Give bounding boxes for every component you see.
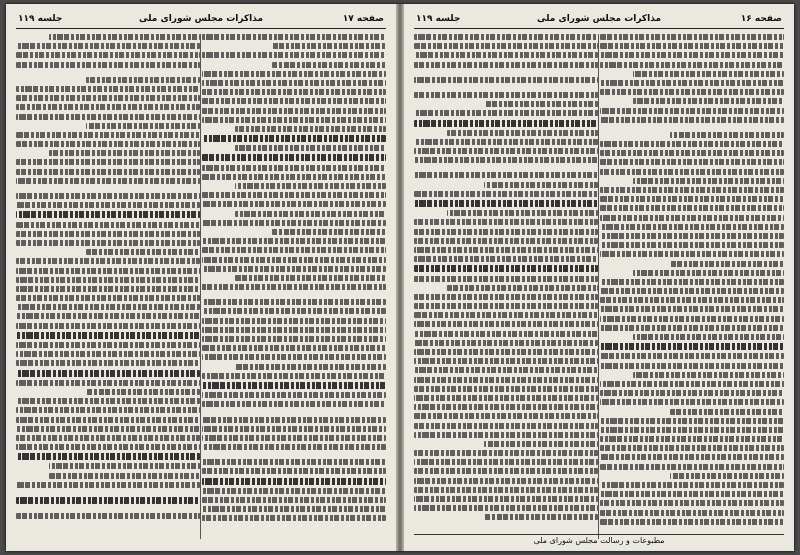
- text-line: [202, 238, 386, 244]
- text-line: [600, 108, 784, 114]
- text-line: [16, 417, 200, 423]
- text-line: [447, 210, 598, 216]
- text-line: [16, 482, 200, 488]
- text-line: [484, 441, 598, 447]
- text-line: [600, 519, 784, 525]
- footer-text: مطبوعات و رسالت مجلس شورای ملی: [533, 536, 665, 545]
- text-line: [202, 327, 386, 333]
- text-line: [600, 34, 784, 40]
- text-line: [600, 52, 784, 58]
- text-line: [16, 323, 200, 329]
- text-line: [16, 52, 200, 58]
- text-line: [414, 265, 598, 272]
- text-line: [600, 325, 784, 331]
- text-line: [600, 316, 784, 322]
- text-line: [600, 390, 784, 396]
- text-line: [235, 364, 386, 370]
- text-line: [202, 345, 386, 351]
- text-line: [447, 130, 598, 136]
- text-line: [414, 303, 598, 309]
- text-line: [633, 98, 784, 104]
- text-line: [202, 71, 386, 77]
- text-line: [414, 450, 598, 456]
- text-line: [16, 370, 200, 377]
- text-line: [414, 191, 598, 197]
- text-line: [414, 312, 598, 318]
- text-line: [235, 183, 386, 189]
- right-page: [404, 4, 794, 551]
- text-line: [16, 407, 200, 413]
- text-line: [447, 285, 598, 291]
- paragraph-gap: [414, 71, 598, 77]
- text-line: [414, 52, 598, 58]
- text-line: [16, 360, 200, 366]
- text-line: [414, 349, 598, 355]
- text-line: [600, 343, 784, 350]
- text-line: [202, 80, 386, 86]
- text-line: [600, 454, 784, 460]
- text-line: [86, 249, 200, 255]
- text-line: [600, 510, 784, 516]
- text-line: [414, 505, 598, 511]
- text-line: [202, 382, 386, 389]
- text-line: [16, 240, 200, 246]
- text-line: [600, 482, 784, 488]
- text-line: [202, 98, 386, 104]
- text-line: [16, 114, 200, 120]
- newspaper-spread: [6, 4, 794, 551]
- text-line: [49, 150, 200, 156]
- text-line: [414, 386, 598, 392]
- text-line: [633, 270, 784, 276]
- text-line: [600, 251, 784, 257]
- text-line: [49, 463, 200, 469]
- text-line: [414, 219, 598, 225]
- text-line: [202, 284, 386, 290]
- text-line: [202, 220, 386, 226]
- text-line: [414, 413, 598, 419]
- text-line: [16, 43, 200, 49]
- text-block: [202, 34, 386, 539]
- text-line: [484, 101, 598, 107]
- text-line: [600, 464, 784, 470]
- text-line: [16, 104, 200, 110]
- book-gutter: [396, 4, 404, 551]
- text-line: [414, 358, 598, 364]
- text-line: [670, 261, 784, 267]
- text-line: [235, 211, 386, 217]
- right-page-number: صفحه ۱۶: [740, 14, 782, 24]
- text-line: [600, 445, 784, 451]
- text-line: [202, 52, 386, 58]
- right-session-label: جلسه ۱۱۹: [416, 14, 461, 24]
- text-line: [16, 132, 200, 138]
- left-page-header: [16, 12, 386, 29]
- text-line: [414, 120, 598, 127]
- text-line: [202, 468, 386, 474]
- text-line: [202, 117, 386, 123]
- text-line: [633, 334, 784, 340]
- text-line: [16, 258, 200, 264]
- text-line: [235, 275, 386, 281]
- text-line: [414, 276, 598, 282]
- text-line: [16, 169, 200, 175]
- text-line: [414, 367, 598, 373]
- text-line: [600, 381, 784, 387]
- text-block: [600, 34, 784, 539]
- text-line: [600, 418, 784, 424]
- text-line: [670, 409, 784, 415]
- text-line: [414, 459, 598, 465]
- text-line: [484, 514, 598, 520]
- text-line: [414, 404, 598, 410]
- text-line: [202, 135, 386, 142]
- text-line: [414, 432, 598, 438]
- left-page: [6, 4, 396, 551]
- text-line: [600, 196, 784, 202]
- text-line: [414, 110, 598, 116]
- text-line: [272, 62, 386, 68]
- text-line: [414, 229, 598, 235]
- text-line: [600, 224, 784, 230]
- text-line: [49, 473, 200, 479]
- text-line: [202, 417, 386, 423]
- text-line: [600, 233, 784, 239]
- text-line: [202, 426, 386, 432]
- text-line: [600, 43, 784, 49]
- text-line: [414, 77, 598, 83]
- text-line: [600, 306, 784, 312]
- text-line: [600, 399, 784, 405]
- text-line: [414, 34, 598, 40]
- column-divider: [200, 34, 201, 539]
- text-line: [16, 231, 200, 237]
- text-line: [202, 515, 386, 521]
- text-line: [600, 242, 784, 248]
- text-line: [600, 187, 784, 193]
- right-running-title: مذاکرات مجلس شورای ملی: [536, 14, 662, 24]
- text-line: [16, 141, 200, 147]
- text-block: [16, 34, 200, 539]
- text-line: [670, 132, 784, 138]
- text-line: [16, 202, 200, 208]
- right-page-column-2: [414, 34, 598, 539]
- text-line: [202, 478, 386, 485]
- left-page-column-2: [16, 34, 200, 539]
- text-line: [414, 148, 598, 154]
- text-line: [202, 392, 386, 398]
- text-line: [16, 295, 200, 301]
- text-line: [414, 496, 598, 502]
- text-line: [414, 468, 598, 474]
- column-divider: [598, 34, 599, 539]
- left-page-column-1: [202, 34, 386, 539]
- text-line: [600, 353, 784, 359]
- text-line: [202, 373, 386, 379]
- text-line: [202, 308, 386, 314]
- text-line: [16, 222, 200, 228]
- text-line: [16, 95, 200, 101]
- left-session-label: جلسه ۱۱۹: [18, 14, 63, 24]
- text-line: [202, 192, 386, 198]
- text-line: [414, 321, 598, 327]
- text-line: [16, 332, 200, 339]
- text-line: [414, 377, 598, 383]
- text-line: [414, 139, 598, 145]
- text-line: [600, 89, 784, 95]
- text-block: [414, 34, 598, 539]
- text-line: [16, 497, 200, 504]
- text-line: [600, 215, 784, 221]
- text-line: [600, 288, 784, 294]
- left-running-title: مذاکرات مجلس شورای ملی: [138, 14, 264, 24]
- text-line: [414, 331, 598, 337]
- text-line: [600, 436, 784, 442]
- paragraph-gap: [600, 126, 784, 132]
- text-line: [414, 395, 598, 401]
- text-line: [16, 313, 200, 319]
- text-line: [16, 211, 200, 218]
- text-line: [202, 165, 386, 171]
- text-line: [600, 62, 784, 68]
- text-line: [414, 157, 598, 163]
- text-line: [600, 159, 784, 165]
- left-page-number: صفحه ۱۷: [342, 14, 384, 24]
- text-line: [633, 372, 784, 378]
- text-line: [202, 257, 386, 263]
- text-line: [16, 513, 200, 519]
- text-line: [600, 363, 784, 369]
- text-line: [202, 247, 386, 253]
- text-line: [16, 62, 200, 68]
- text-line: [414, 294, 598, 300]
- text-line: [600, 427, 784, 433]
- text-line: [16, 159, 200, 165]
- text-line: [600, 279, 784, 285]
- text-line: [16, 268, 200, 274]
- text-line: [202, 354, 386, 360]
- text-line: [202, 435, 386, 441]
- text-line: [600, 141, 784, 147]
- text-line: [414, 340, 598, 346]
- text-line: [235, 145, 386, 151]
- text-line: [202, 336, 386, 342]
- text-line: [49, 34, 200, 40]
- text-line: [16, 351, 200, 357]
- text-line: [414, 92, 598, 98]
- text-line: [16, 426, 200, 432]
- text-line: [16, 398, 200, 404]
- text-line: [202, 34, 386, 40]
- text-line: [202, 401, 386, 407]
- text-line: [202, 497, 386, 503]
- text-line: [16, 444, 200, 450]
- text-line: [202, 506, 386, 512]
- text-line: [414, 43, 598, 49]
- text-line: [202, 444, 386, 450]
- text-line: [600, 169, 784, 175]
- text-line: [414, 247, 598, 253]
- text-line: [16, 277, 200, 283]
- text-line: [16, 453, 200, 460]
- text-line: [600, 117, 784, 123]
- text-line: [16, 193, 200, 199]
- text-line: [16, 286, 200, 292]
- paragraph-gap: [202, 411, 386, 417]
- text-line: [202, 318, 386, 324]
- text-line: [414, 478, 598, 484]
- text-line: [414, 62, 598, 68]
- text-line: [414, 256, 598, 262]
- text-line: [16, 178, 200, 184]
- text-line: [600, 205, 784, 211]
- text-line: [414, 200, 598, 207]
- text-line: [202, 266, 386, 272]
- text-line: [414, 238, 598, 244]
- text-line: [633, 71, 784, 77]
- text-line: [16, 304, 200, 310]
- text-line: [16, 86, 200, 92]
- text-line: [202, 488, 386, 494]
- text-line: [600, 297, 784, 303]
- text-line: [670, 473, 784, 479]
- text-line: [202, 201, 386, 207]
- text-line: [16, 342, 200, 348]
- text-line: [16, 380, 200, 386]
- text-line: [202, 174, 386, 180]
- text-line: [600, 80, 784, 86]
- right-page-header: [414, 12, 784, 29]
- text-line: [600, 491, 784, 497]
- text-line: [86, 389, 200, 395]
- right-page-column-1: [600, 34, 784, 539]
- text-line: [414, 423, 598, 429]
- text-line: [272, 43, 386, 49]
- text-line: [86, 123, 200, 129]
- paragraph-gap: [16, 71, 200, 77]
- text-line: [414, 172, 598, 178]
- text-line: [202, 108, 386, 114]
- page-footer: [414, 534, 784, 547]
- text-line: [484, 182, 598, 188]
- text-line: [272, 229, 386, 235]
- text-line: [600, 150, 784, 156]
- text-line: [202, 459, 386, 465]
- text-line: [202, 154, 386, 161]
- text-line: [86, 77, 200, 83]
- text-line: [235, 126, 386, 132]
- text-line: [202, 89, 386, 95]
- text-line: [600, 500, 784, 506]
- text-line: [414, 487, 598, 493]
- text-line: [202, 299, 386, 305]
- text-line: [633, 178, 784, 184]
- text-line: [16, 435, 200, 441]
